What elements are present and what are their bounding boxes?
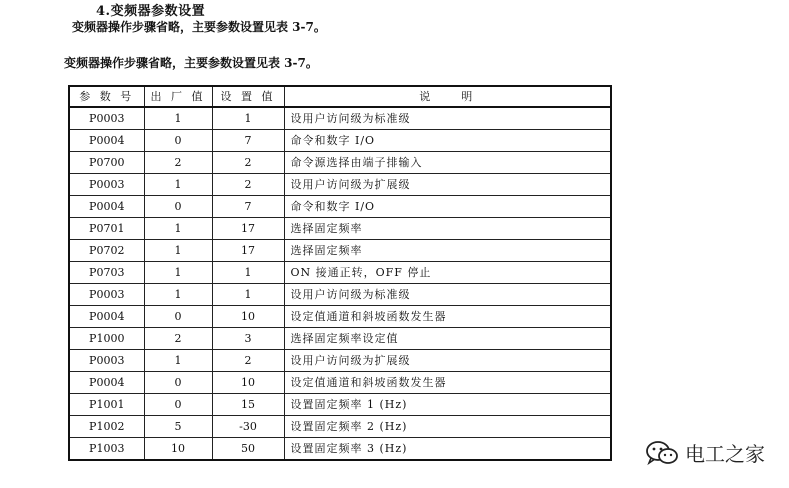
table-body: [69, 107, 611, 460]
cell-set-value: 7: [212, 130, 284, 152]
cell-param-no: P0003: [69, 284, 144, 306]
cell-param-no: P1002: [69, 416, 144, 438]
cell-param-no: P0003: [69, 350, 144, 372]
intro-text-repeat: 变频器操作步骤省略，主要参数设置见表 3-7。: [64, 56, 318, 70]
cell-set-value: 10: [212, 372, 284, 394]
cell-description: 设置固定频率 2 (Hz): [284, 416, 611, 438]
cell-param-no: P0703: [69, 262, 144, 284]
cell-description: 命令和数字 I/O: [284, 130, 611, 152]
cell-description: 设定值通道和斜坡函数发生器: [284, 372, 611, 394]
cell-default-value: 0: [144, 130, 212, 152]
cell-set-value: 1: [212, 107, 284, 130]
table-row: [69, 196, 611, 218]
cell-param-no: P0701: [69, 218, 144, 240]
cell-default-value: 0: [144, 306, 212, 328]
cell-set-value: 50: [212, 438, 284, 461]
cell-param-no: P1003: [69, 438, 144, 461]
cell-default-value: 2: [144, 328, 212, 350]
cell-default-value: 0: [144, 372, 212, 394]
table-row: [69, 107, 611, 130]
header-param-no: 参 数 号: [69, 86, 144, 107]
header-set-value: 设 置 值: [212, 86, 284, 107]
table-row: [69, 152, 611, 174]
cell-description: 设用户访问级为扩展级: [284, 350, 611, 372]
cell-param-no: P0004: [69, 372, 144, 394]
cell-param-no: P0004: [69, 306, 144, 328]
cell-param-no: P0702: [69, 240, 144, 262]
cell-param-no: P0003: [69, 107, 144, 130]
table-header-row: [69, 86, 611, 107]
cell-set-value: 10: [212, 306, 284, 328]
cell-default-value: 1: [144, 350, 212, 372]
table-row: [69, 240, 611, 262]
cell-description: 选择固定频率设定值: [284, 328, 611, 350]
table-row: [69, 438, 611, 461]
cell-description: 命令源选择由端子排输入: [284, 152, 611, 174]
section-heading: 4.变频器参数设置: [96, 4, 206, 19]
cell-set-value: 1: [212, 262, 284, 284]
cell-description: 选择固定频率: [284, 218, 611, 240]
table-row: [69, 284, 611, 306]
cell-default-value: 10: [144, 438, 212, 461]
cell-description: 设用户访问级为标准级: [284, 284, 611, 306]
table-row: [69, 130, 611, 152]
cell-set-value: 17: [212, 240, 284, 262]
table-row: [69, 350, 611, 372]
cell-default-value: 0: [144, 196, 212, 218]
header-description: 说 明: [284, 86, 611, 107]
cell-default-value: 1: [144, 107, 212, 130]
cell-description: 选择固定频率: [284, 240, 611, 262]
table-row: [69, 372, 611, 394]
cell-default-value: 0: [144, 394, 212, 416]
cell-set-value: 1: [212, 284, 284, 306]
cell-set-value: 17: [212, 218, 284, 240]
cell-default-value: 1: [144, 218, 212, 240]
cell-set-value: 7: [212, 196, 284, 218]
cell-set-value: 2: [212, 152, 284, 174]
cell-default-value: 2: [144, 152, 212, 174]
cell-description: 设置固定频率 3 (Hz): [284, 438, 611, 461]
table-row: [69, 328, 611, 350]
cell-param-no: P0003: [69, 174, 144, 196]
table-row: [69, 306, 611, 328]
cell-default-value: 1: [144, 262, 212, 284]
cell-description: ON 接通正转，OFF 停止: [284, 262, 611, 284]
table-row: [69, 262, 611, 284]
cell-param-no: P1001: [69, 394, 144, 416]
cell-default-value: 1: [144, 284, 212, 306]
table-row: [69, 174, 611, 196]
wechat-icon: [645, 440, 679, 466]
cell-description: 设用户访问级为标准级: [284, 107, 611, 130]
cell-set-value: 15: [212, 394, 284, 416]
table-row: [69, 416, 611, 438]
cell-param-no: P0004: [69, 130, 144, 152]
watermark: [645, 438, 765, 467]
table-row: [69, 218, 611, 240]
cell-description: 设用户访问级为扩展级: [284, 174, 611, 196]
cell-set-value: 2: [212, 350, 284, 372]
watermark-text: 电工之家: [685, 442, 765, 466]
intro-text: 变频器操作步骤省略，主要参数设置见表 3-7。: [72, 20, 326, 34]
cell-description: 设置固定频率 1 (Hz): [284, 394, 611, 416]
cell-description: 命令和数字 I/O: [284, 196, 611, 218]
cell-set-value: -30: [212, 416, 284, 438]
cell-set-value: 2: [212, 174, 284, 196]
cell-set-value: 3: [212, 328, 284, 350]
cell-param-no: P1000: [69, 328, 144, 350]
parameter-table: [68, 85, 612, 461]
cell-description: 设定值通道和斜坡函数发生器: [284, 306, 611, 328]
cell-default-value: 5: [144, 416, 212, 438]
cell-default-value: 1: [144, 174, 212, 196]
cell-param-no: P0700: [69, 152, 144, 174]
header-default-value: 出 厂 值: [144, 86, 212, 107]
table-row: [69, 394, 611, 416]
cell-param-no: P0004: [69, 196, 144, 218]
cell-default-value: 1: [144, 240, 212, 262]
